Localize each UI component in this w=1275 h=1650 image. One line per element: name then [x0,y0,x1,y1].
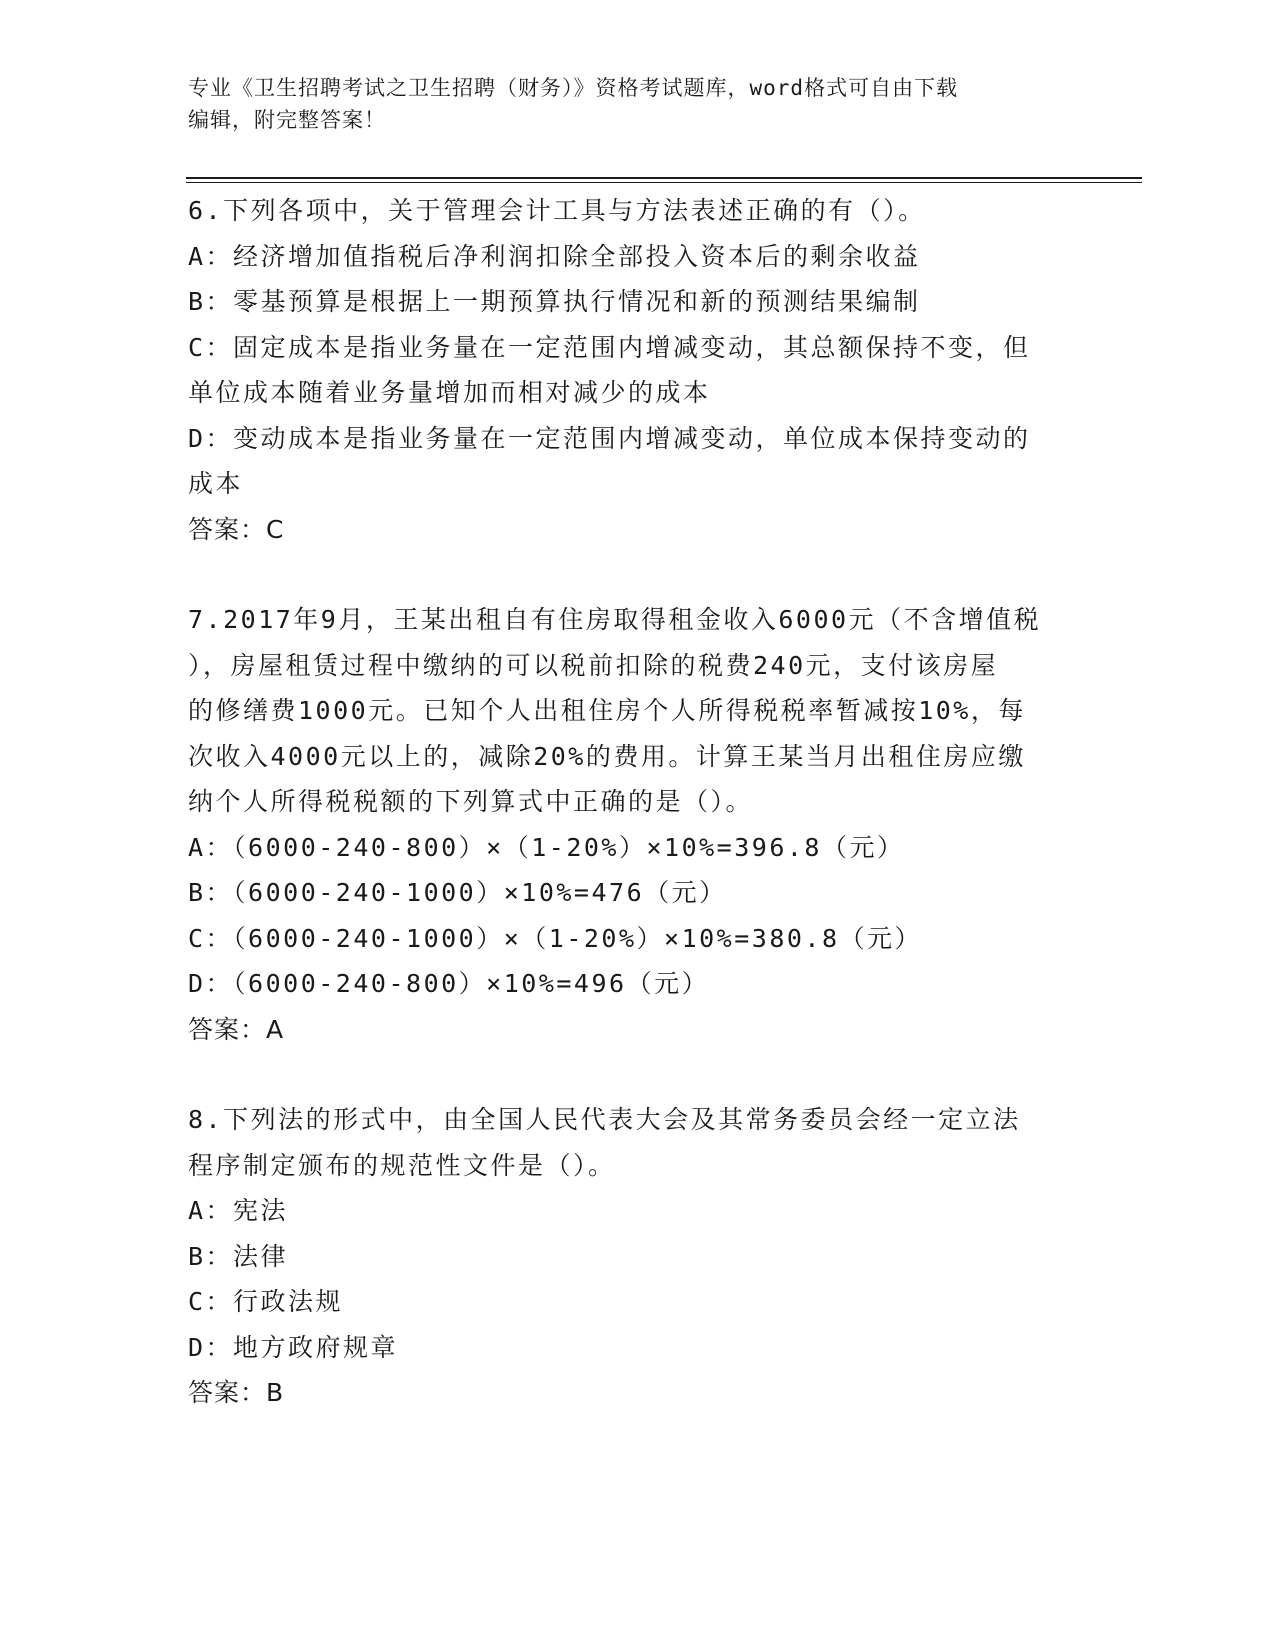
question-stem-line: ），房屋租赁过程中缴纳的可以税前扣除的税费240元，支付该房屋 [188,650,999,680]
question-6 [188,188,1078,552]
question-7 [188,597,1078,1052]
option-c: C：（6000-240-1000）×（1-20%）×10%=380.8（元） [188,923,923,953]
option-c-continued: 单位成本随着业务量增加而相对减少的成本 [188,378,711,407]
option-b: B：法律 [188,1241,289,1271]
option-d: D：变动成本是指业务量在一定范围内增减变动，单位成本保持变动的 [188,423,1031,453]
option-a: A：（6000-240-800）×（1-20%）×10%=396.8（元） [188,832,905,862]
option-d: D：地方政府规章 [188,1332,399,1362]
option-b: B：（6000-240-1000）×10%=476（元） [188,878,727,907]
question-stem-line: 7.2017年9月，王某出租自有住房取得租金收入6000元（不含增值税 [188,605,1042,634]
question-stem-line: 6.下列各项中，关于管理会计工具与方法表述正确的有（）。 [188,196,926,225]
header-line-2: 编辑，附完整答案！ [188,108,386,132]
option-d: D：（6000-240-800）×10%=496（元） [188,969,710,998]
answer-label: 答案：B [188,1378,285,1407]
option-c: C：固定成本是指业务量在一定范围内增减变动，其总额保持不变，但 [188,332,1031,362]
question-stem-line: 次收入4000元以上的，减除20%的费用。计算王某当月出租住房应缴 [188,741,1026,771]
document-header [188,72,1068,136]
question-list [188,188,1078,1416]
answer-label: 答案：C [188,514,285,544]
question-stem-line: 纳个人所得税税额的下列算式中正确的是（）。 [188,787,754,816]
option-c: C：行政法规 [188,1287,344,1316]
option-a: A：经济增加值指税后净利润扣除全部投入资本后的剩余收益 [188,241,921,271]
header-line-1: 专业《卫生招聘考试之卫生招聘（财务）》资格考试题库，word格式可自由下载 [188,76,959,100]
question-stem-line: 程序制定颁布的规范性文件是（）。 [188,1150,616,1180]
question-8 [188,1097,1078,1416]
question-stem-line: 8.下列法的形式中，由全国人民代表大会及其常务委员会经一定立法 [188,1105,1021,1134]
header-rule-thick [186,177,1142,179]
header-rule-thin [186,182,1142,183]
answer-label: 答案：A [188,1014,285,1044]
question-stem-line: 的修缮费1000元。已知个人出租住房个人所得税税率暂减按10%，每 [188,696,1026,725]
option-a: A：宪法 [188,1196,289,1225]
option-d-continued: 成本 [188,469,244,498]
option-b: B：零基预算是根据上一期预算执行情况和新的预测结果编制 [188,287,921,316]
